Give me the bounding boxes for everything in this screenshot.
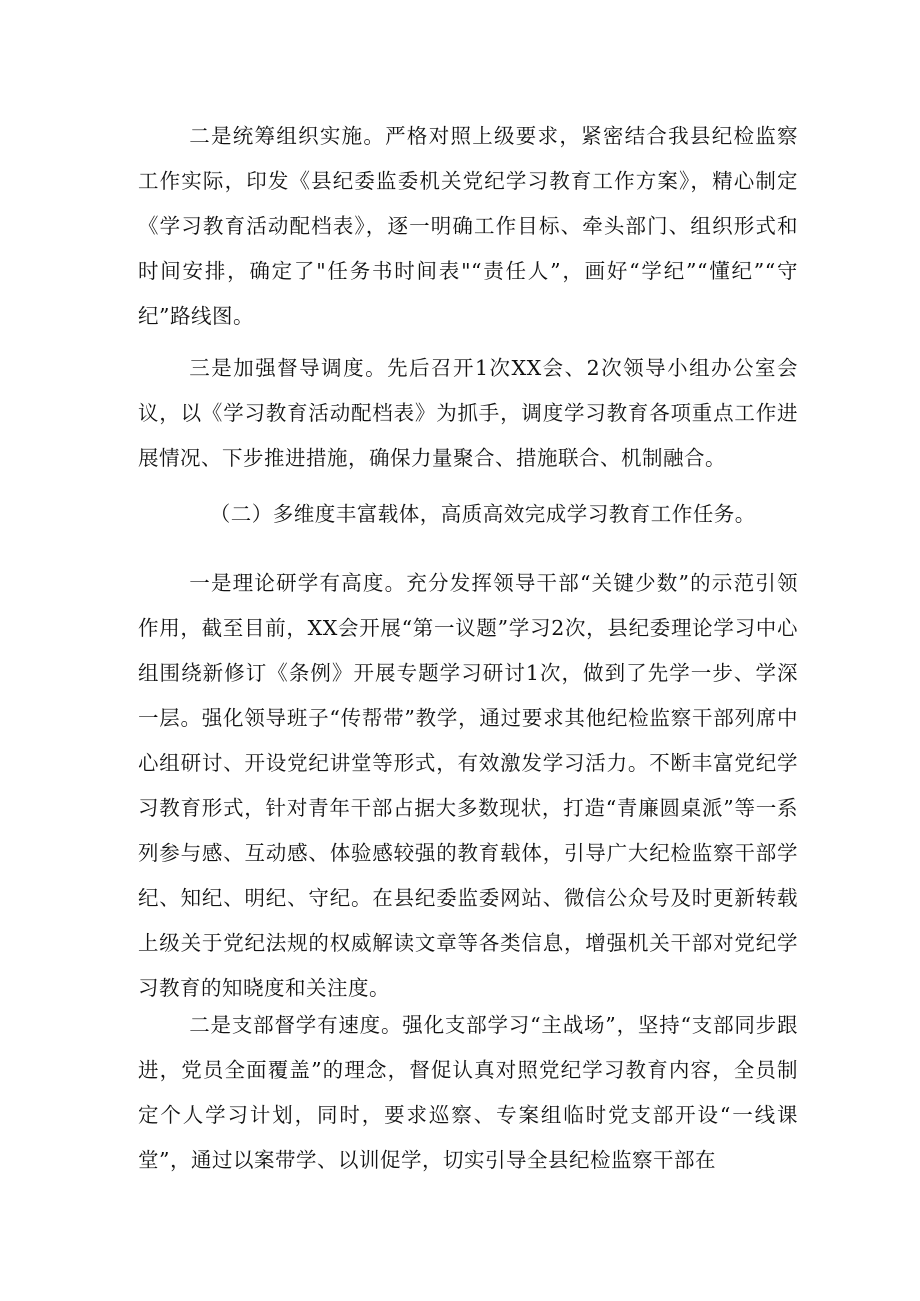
- section-heading: （二）多维度丰富载体，高质高效完成学习教育工作任务。: [209, 502, 756, 526]
- paragraph-supervision: 三是加强督导调度。先后召开1次XX会、2次领导小组办公室会议，以《学习教育活动配档表》为抓手，调度学习教育各项重点工作进展情况、下步推进措施，确保力量聚合、措施联合、机制融合。: [138, 356, 798, 470]
- paragraph-theory-study: 一是理论研学有高度。充分发挥领导干部“关键少数”的示范引领作用，截至目前，XX会开展“第一议题”学习2次，县纪委理论学习中心组围绕新修订《条例》开展专题学习研讨1次，做到了先学一步、学深一层。强化领导班子“传帮带”教学，通过要求其他纪检监察干部列席中心组研讨、开设党纪讲堂等形式，有效激发学习活力。不断丰富党纪学习教育形式，针对青年干部占据大多数现状，打造“青廉圆桌派”等一系列参与感、互动感、体验感较强的教育载体，引导广大纪检监察干部学纪、知纪、明纪、守纪。在县纪委监委网站、微信公众号及时更新转载上级关于党纪法规的权威解读文章等各类信息，增强机关干部对党纪学习教育的知晓度和关注度。: [138, 571, 798, 1000]
- paragraph-overall-planning: 二是统筹组织实施。严格对照上级要求，紧密结合我县纪检监察工作实际，印发《县纪委监委机关党纪学习教育工作方案》，精心制定《学习教育活动配档表》，逐一明确工作目标、牵头部门、组织形式和时间安排，确定了"任务书时间表"“责任人”，画好“学纪”“懂纪”“守纪”路线图。: [138, 124, 798, 328]
- paragraph-branch-study: 二是支部督学有速度。强化支部学习“主战场”，坚持“支部同步跟进，党员全面覆盖”的理念，督促认真对照党纪学习教育内容，全员制定个人学习计划，同时，要求巡察、专案组临时党支部开设“一线课堂”，通过以案带学、以训促学，切实引导全县纪检监察干部在: [138, 1013, 798, 1172]
